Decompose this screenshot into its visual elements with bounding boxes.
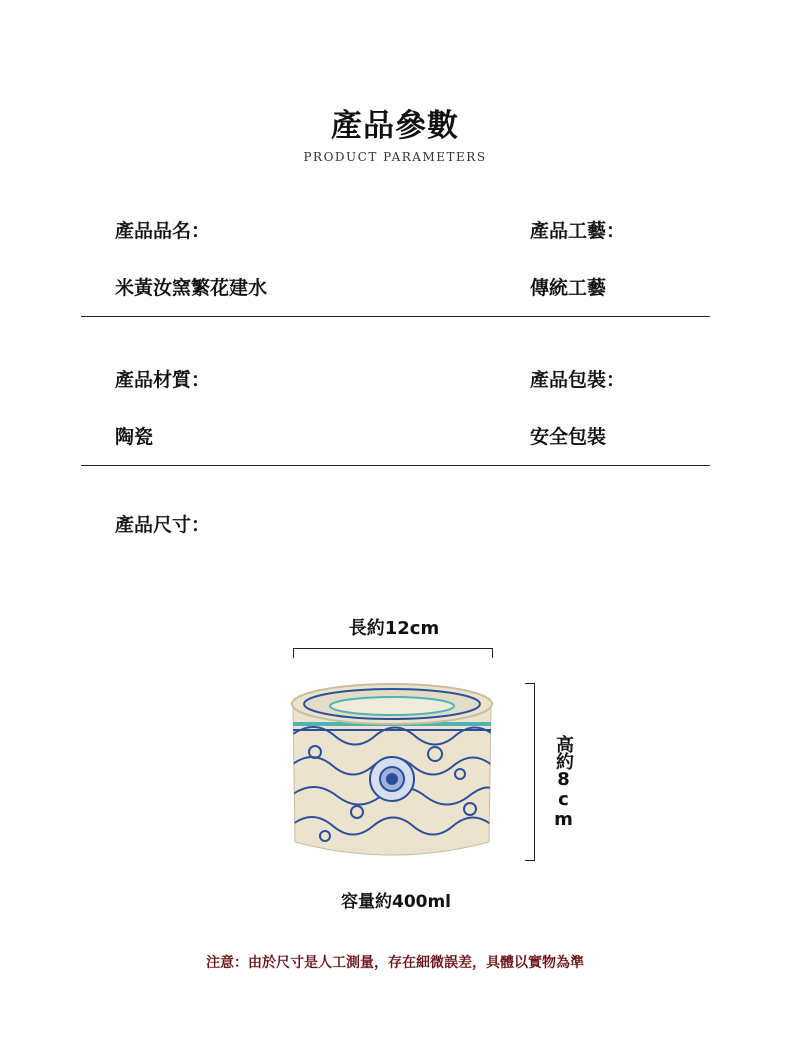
craft-label: 產品工藝： [530,220,626,242]
measurement-note: 注意：由於尺寸是人工測量，存在細微誤差，具體以實物為準 [206,955,584,971]
length-bracket [293,648,493,658]
divider-2 [81,465,710,466]
package-value: 安全包裝 [530,426,607,448]
name-value: 米黃汝窯繁花建水 [115,277,268,299]
capacity-label: 容量約400ml [340,892,452,912]
size-label: 產品尺寸： [115,514,211,536]
divider-1 [81,316,710,317]
length-dimension: 長約12cm [348,618,440,639]
craft-value: 傳統工藝 [530,277,607,299]
page-title: 產品參數 [331,108,459,144]
product-bowl-image [285,674,499,868]
page-subtitle: PRODUCT PARAMETERS [303,150,487,164]
material-label: 產品材質： [115,369,211,391]
package-label: 產品包裝： [530,369,626,391]
material-value: 陶瓷 [115,426,154,448]
height-dimension: 高約8cm [553,735,574,829]
flower-motif [370,757,414,801]
height-bracket [525,683,535,861]
name-label: 產品品名： [115,220,211,242]
